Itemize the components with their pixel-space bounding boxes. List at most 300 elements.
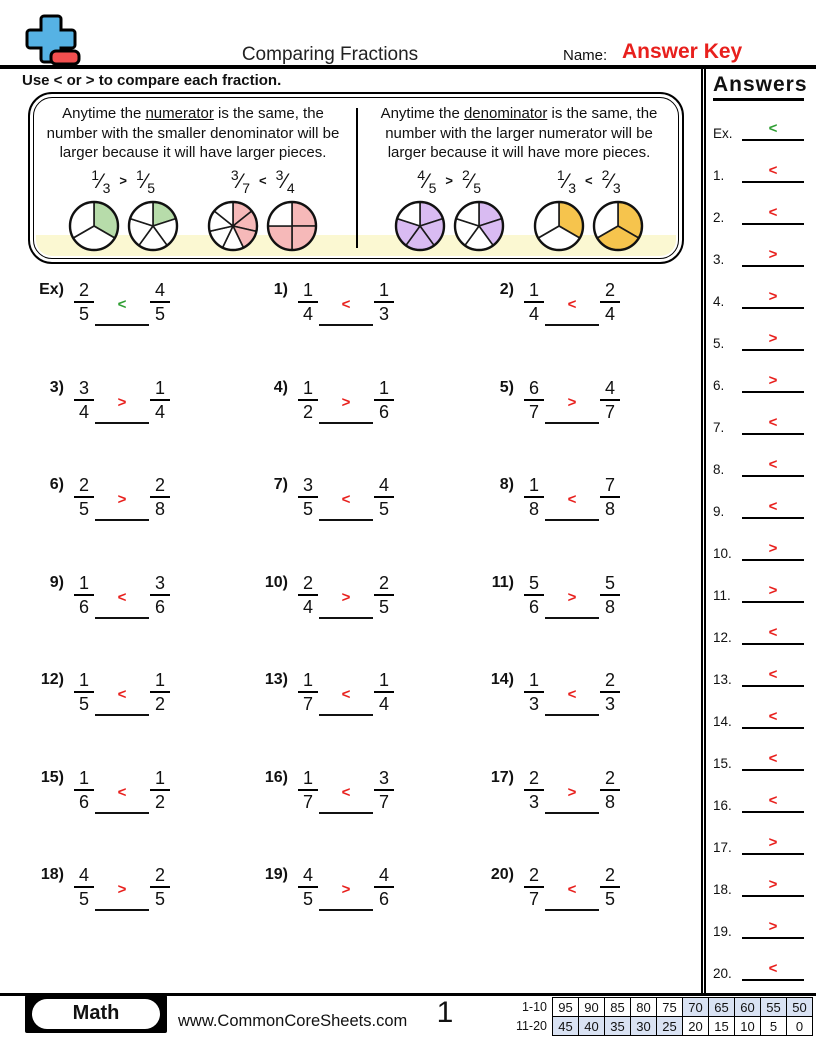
answer-item-label: 19. bbox=[713, 924, 732, 939]
problem-item bbox=[478, 670, 701, 716]
page-number: 1 bbox=[436, 996, 454, 1029]
problem-item bbox=[28, 768, 252, 814]
stacked-fraction bbox=[600, 768, 620, 810]
score-cell: 85 bbox=[605, 998, 631, 1017]
fraction-denominator: 7 bbox=[379, 791, 390, 812]
answer-item-symbol: > bbox=[768, 834, 778, 851]
fraction-numerator: 4 bbox=[374, 475, 394, 498]
answer-item-symbol: > bbox=[768, 330, 778, 347]
example-group bbox=[393, 167, 506, 253]
example-expression bbox=[532, 167, 645, 199]
answer-item bbox=[713, 237, 804, 267]
problem-label: 18) bbox=[40, 866, 64, 883]
problems-grid bbox=[28, 280, 701, 963]
answer-blank bbox=[319, 475, 373, 521]
answer-item-line bbox=[742, 951, 804, 981]
score-table bbox=[511, 997, 814, 1036]
answer-item-symbol: < bbox=[768, 624, 778, 641]
problem-item bbox=[252, 670, 478, 716]
problem-item bbox=[478, 768, 701, 814]
fraction-denominator: 6 bbox=[79, 596, 90, 617]
comparison-answer: < bbox=[117, 686, 127, 703]
example-expression bbox=[67, 167, 180, 199]
answer-item-symbol: > bbox=[768, 246, 778, 263]
fraction-denominator: 4 bbox=[303, 304, 314, 324]
comparison-answer: > bbox=[117, 491, 127, 508]
answer-item-line bbox=[742, 489, 804, 519]
comparison-answer: < bbox=[117, 783, 127, 801]
stacked-fraction bbox=[74, 670, 94, 712]
footer bbox=[0, 993, 816, 1056]
stacked-fraction bbox=[150, 768, 170, 810]
answer-item-label: 8. bbox=[713, 462, 725, 477]
answer-item-symbol: > bbox=[768, 876, 778, 893]
answer-blank bbox=[545, 475, 599, 521]
score-cell: 70 bbox=[683, 998, 709, 1017]
comparison-symbol: > bbox=[445, 172, 453, 188]
answer-item-line bbox=[742, 447, 804, 477]
example-pies bbox=[67, 199, 180, 253]
fraction-pie-chart bbox=[532, 199, 586, 253]
answer-item bbox=[713, 573, 804, 603]
example-numerator: 1 bbox=[135, 166, 144, 183]
fraction-pie-chart bbox=[591, 199, 645, 253]
example-fraction bbox=[135, 166, 156, 196]
problem-label: 15) bbox=[40, 768, 64, 786]
example-numerator: 1 bbox=[556, 166, 565, 183]
fraction-denominator: 6 bbox=[379, 401, 390, 422]
fraction-denominator: 3 bbox=[529, 694, 540, 714]
problem-item bbox=[252, 768, 478, 814]
fraction-denominator: 5 bbox=[155, 889, 166, 909]
fraction-numerator: 1 bbox=[74, 670, 94, 693]
answer-item-symbol: < bbox=[768, 120, 778, 137]
answers-column bbox=[701, 69, 816, 993]
stacked-fraction bbox=[298, 475, 318, 517]
stacked-fraction bbox=[150, 475, 170, 517]
hint-right-panel bbox=[356, 94, 682, 262]
answer-item-line bbox=[742, 615, 804, 645]
fraction-numerator: 4 bbox=[600, 378, 620, 401]
fraction-numerator: 2 bbox=[74, 475, 94, 498]
answer-item-symbol: < bbox=[768, 204, 778, 221]
answer-item bbox=[713, 867, 804, 897]
example-group bbox=[532, 167, 645, 253]
problem-item bbox=[252, 475, 478, 521]
problem-label: 8) bbox=[499, 476, 514, 493]
info-examples-right bbox=[366, 167, 672, 253]
fraction-numerator: 1 bbox=[524, 670, 544, 693]
stacked-fraction bbox=[600, 573, 620, 615]
answer-item-line bbox=[742, 573, 804, 603]
answer-item-label: 18. bbox=[713, 882, 732, 897]
stacked-fraction bbox=[600, 865, 620, 907]
stacked-fraction bbox=[600, 475, 620, 517]
answer-item-line bbox=[742, 783, 804, 813]
stacked-fraction bbox=[374, 378, 394, 420]
fraction-pie-chart bbox=[265, 199, 319, 253]
answer-item-line bbox=[742, 111, 804, 141]
stacked-fraction bbox=[600, 280, 620, 322]
fraction-numerator: 1 bbox=[150, 378, 170, 401]
fraction-denominator: 6 bbox=[155, 596, 166, 617]
subject-badge bbox=[25, 995, 167, 1033]
score-cell: 90 bbox=[579, 998, 605, 1017]
problem-item bbox=[478, 475, 701, 521]
example-fraction bbox=[91, 166, 111, 196]
answer-item bbox=[713, 195, 804, 225]
answer-item bbox=[713, 279, 804, 309]
stacked-fraction bbox=[374, 280, 394, 322]
example-denominator: 5 bbox=[428, 179, 437, 196]
problem-item bbox=[28, 280, 252, 326]
stacked-fraction bbox=[374, 768, 394, 810]
answer-item-label: Ex. bbox=[713, 126, 733, 141]
fraction-denominator: 8 bbox=[605, 499, 616, 519]
stacked-fraction bbox=[524, 378, 544, 420]
comparison-answer: < bbox=[341, 296, 351, 313]
comparison-answer: > bbox=[117, 881, 127, 898]
fraction-denominator: 4 bbox=[79, 401, 90, 422]
stacked-fraction bbox=[524, 865, 544, 907]
example-numerator: 2 bbox=[461, 166, 470, 183]
hint-box-divider bbox=[356, 108, 358, 248]
answer-blank bbox=[95, 378, 149, 424]
fraction-numerator: 5 bbox=[524, 573, 544, 596]
score-cell: 55 bbox=[761, 998, 787, 1017]
answer-item-line bbox=[742, 909, 804, 939]
problem-item bbox=[252, 280, 478, 326]
score-cell: 0 bbox=[787, 1017, 813, 1036]
fraction-numerator: 1 bbox=[150, 768, 170, 791]
page-title: Comparing Fractions bbox=[241, 44, 419, 65]
comparison-symbol: < bbox=[585, 172, 593, 188]
comparison-symbol: < bbox=[259, 172, 267, 188]
answer-item-label: 10. bbox=[713, 546, 732, 561]
fraction-numerator: 4 bbox=[74, 865, 94, 888]
problem-item bbox=[28, 475, 252, 521]
stacked-fraction bbox=[524, 768, 544, 810]
fraction-denominator: 5 bbox=[303, 499, 314, 519]
fraction-denominator: 2 bbox=[155, 791, 166, 812]
fraction-numerator: 1 bbox=[298, 768, 318, 791]
score-cell: 20 bbox=[683, 1017, 709, 1036]
example-denominator: 3 bbox=[612, 179, 621, 196]
stacked-fraction bbox=[150, 280, 170, 322]
answer-blank bbox=[319, 378, 373, 424]
fraction-slash: ⁄ bbox=[99, 169, 103, 193]
fraction-numerator: 2 bbox=[74, 280, 94, 303]
hint-right-text: Anytime the denominator is the same, the number with the larger numerator will be larger because it will have more pieces. bbox=[380, 105, 658, 161]
score-table-body bbox=[511, 998, 813, 1036]
answer-item-label: 12. bbox=[713, 630, 732, 645]
stacked-fraction bbox=[298, 768, 318, 810]
comparison-answer: < bbox=[341, 783, 351, 801]
fraction-denominator: 4 bbox=[605, 304, 616, 324]
answer-item-line bbox=[742, 531, 804, 561]
score-cell: 50 bbox=[787, 998, 813, 1017]
fraction-denominator: 7 bbox=[529, 889, 540, 909]
example-numerator: 4 bbox=[417, 166, 426, 183]
answer-item bbox=[713, 783, 804, 813]
answer-blank bbox=[545, 573, 599, 619]
subject-label: Math bbox=[32, 999, 160, 1029]
score-cell: 5 bbox=[761, 1017, 787, 1036]
answer-blank bbox=[545, 768, 599, 814]
stacked-fraction bbox=[374, 573, 394, 615]
example-denominator: 4 bbox=[286, 179, 295, 196]
fraction-numerator: 4 bbox=[298, 865, 318, 888]
answer-blank bbox=[319, 280, 373, 326]
answer-item-line bbox=[742, 825, 804, 855]
fraction-numerator: 1 bbox=[374, 378, 394, 401]
fraction-slash: ⁄ bbox=[283, 169, 287, 193]
answer-item-label: 15. bbox=[713, 756, 732, 771]
stacked-fraction bbox=[524, 280, 544, 322]
example-fraction bbox=[556, 166, 577, 196]
fraction-denominator: 5 bbox=[605, 889, 616, 909]
score-cell: 45 bbox=[553, 1017, 579, 1036]
answer-item-symbol: < bbox=[768, 960, 778, 977]
example-numerator: 3 bbox=[275, 166, 284, 183]
answer-item bbox=[713, 531, 804, 561]
stacked-fraction bbox=[374, 865, 394, 907]
stacked-fraction bbox=[150, 670, 170, 712]
answer-item-symbol: > bbox=[768, 288, 778, 305]
fraction-slash: ⁄ bbox=[609, 169, 613, 193]
fraction-numerator: 2 bbox=[524, 865, 544, 888]
fraction-denominator: 6 bbox=[379, 889, 390, 909]
score-cell: 10 bbox=[735, 1017, 761, 1036]
answer-item-label: 14. bbox=[713, 714, 732, 729]
fraction-numerator: 1 bbox=[298, 378, 318, 401]
fraction-denominator: 4 bbox=[155, 401, 166, 422]
example-fraction bbox=[461, 166, 482, 196]
answer-item-symbol: > bbox=[768, 540, 778, 557]
stacked-fraction bbox=[150, 865, 170, 907]
stacked-fraction bbox=[524, 475, 544, 517]
hint-left-panel bbox=[30, 94, 356, 262]
fraction-denominator: 7 bbox=[303, 694, 314, 714]
stacked-fraction bbox=[74, 573, 94, 615]
example-pies bbox=[206, 199, 319, 253]
answer-item-label: 9. bbox=[713, 504, 725, 519]
answer-item-symbol: < bbox=[768, 162, 778, 179]
problem-item bbox=[252, 573, 478, 619]
fraction-numerator: 1 bbox=[150, 670, 170, 693]
answer-item-line bbox=[742, 279, 804, 309]
answer-blank bbox=[95, 280, 149, 326]
answer-item-line bbox=[742, 867, 804, 897]
hint-left-text: Anytime the numerator is the same, the number with the smaller denominator will be larger because it will have larger pieces. bbox=[46, 105, 340, 161]
fraction-numerator: 1 bbox=[374, 280, 394, 303]
example-group bbox=[206, 167, 319, 253]
answer-item-label: 16. bbox=[713, 798, 732, 813]
score-row-label: 11-20 bbox=[515, 1019, 547, 1033]
answer-item bbox=[713, 447, 804, 477]
answer-item bbox=[713, 363, 804, 393]
fraction-slash: ⁄ bbox=[425, 169, 429, 193]
fraction-denominator: 5 bbox=[379, 596, 390, 617]
answer-item-symbol: < bbox=[768, 414, 778, 431]
fraction-denominator: 8 bbox=[529, 499, 540, 519]
example-expression bbox=[393, 167, 506, 199]
fraction-slash: ⁄ bbox=[469, 169, 474, 193]
answer-item-line bbox=[742, 237, 804, 267]
answer-item-label: 13. bbox=[713, 672, 732, 687]
fraction-denominator: 2 bbox=[303, 401, 314, 422]
problem-item bbox=[478, 573, 701, 619]
problem-label: Ex) bbox=[39, 281, 64, 298]
comparison-answer: > bbox=[341, 588, 351, 606]
score-cell: 25 bbox=[657, 1017, 683, 1036]
answer-item bbox=[713, 909, 804, 939]
example-denominator: 5 bbox=[147, 179, 156, 196]
answer-blank bbox=[95, 670, 149, 716]
answer-blank bbox=[545, 280, 599, 326]
name-value: Answer Key bbox=[622, 40, 743, 63]
fraction-numerator: 7 bbox=[600, 475, 620, 498]
problem-label: 6) bbox=[49, 476, 64, 493]
answer-item-symbol: < bbox=[768, 456, 778, 473]
answer-item-symbol: < bbox=[768, 750, 778, 767]
comparison-answer: > bbox=[341, 393, 351, 411]
fraction-numerator: 1 bbox=[298, 670, 318, 693]
example-pies bbox=[532, 199, 645, 253]
problem-label: 14) bbox=[490, 671, 514, 688]
fraction-numerator: 6 bbox=[524, 378, 544, 401]
fraction-numerator: 2 bbox=[600, 768, 620, 791]
stacked-fraction bbox=[74, 378, 94, 420]
answer-blank bbox=[545, 378, 599, 424]
answer-item-label: 7. bbox=[713, 420, 725, 435]
fraction-pie-chart bbox=[393, 199, 447, 253]
fraction-slash: ⁄ bbox=[564, 169, 569, 193]
fraction-denominator: 3 bbox=[605, 694, 616, 714]
example-expression bbox=[206, 167, 319, 199]
comparison-answer: > bbox=[567, 588, 577, 606]
comparison-answer: > bbox=[117, 393, 127, 411]
comparison-answer: < bbox=[567, 491, 577, 508]
example-denominator: 5 bbox=[473, 179, 482, 196]
answer-item-line bbox=[742, 741, 804, 771]
stacked-fraction bbox=[150, 573, 170, 615]
fraction-denominator: 8 bbox=[605, 596, 616, 617]
fraction-numerator: 3 bbox=[74, 378, 94, 401]
problem-label: 4) bbox=[273, 378, 288, 396]
comparison-answer: > bbox=[567, 783, 577, 801]
answer-item-symbol: > bbox=[768, 372, 778, 389]
answer-item bbox=[713, 111, 804, 141]
fraction-denominator: 5 bbox=[303, 889, 314, 909]
problem-label: 20) bbox=[490, 866, 514, 883]
stacked-fraction bbox=[74, 475, 94, 517]
answer-item-label: 11. bbox=[713, 588, 731, 603]
fraction-denominator: 5 bbox=[79, 694, 90, 714]
example-fraction bbox=[275, 166, 295, 196]
fraction-numerator: 5 bbox=[600, 573, 620, 596]
answer-item-line bbox=[742, 699, 804, 729]
problem-item bbox=[28, 573, 252, 619]
answer-item bbox=[713, 825, 804, 855]
stacked-fraction bbox=[600, 378, 620, 420]
score-cell: 65 bbox=[709, 998, 735, 1017]
problem-item bbox=[252, 378, 478, 424]
fraction-denominator: 4 bbox=[529, 304, 540, 324]
answer-blank bbox=[545, 670, 599, 716]
example-fraction bbox=[230, 166, 251, 196]
fraction-numerator: 1 bbox=[74, 768, 94, 791]
problem-label: 10) bbox=[264, 573, 288, 591]
answer-item bbox=[713, 405, 804, 435]
score-cell: 60 bbox=[735, 998, 761, 1017]
worksheet-body bbox=[0, 69, 701, 993]
example-denominator: 3 bbox=[102, 179, 111, 196]
answer-item-label: 17. bbox=[713, 840, 732, 855]
stacked-fraction bbox=[74, 768, 94, 810]
answer-item bbox=[713, 321, 804, 351]
problem-item bbox=[28, 865, 252, 911]
problem-label: 12) bbox=[40, 671, 64, 688]
fraction-slash: ⁄ bbox=[143, 169, 148, 193]
fraction-numerator: 2 bbox=[374, 573, 394, 596]
fraction-pie-chart bbox=[126, 199, 180, 253]
score-cell: 95 bbox=[553, 998, 579, 1017]
fraction-denominator: 5 bbox=[79, 304, 90, 324]
stacked-fraction bbox=[150, 378, 170, 420]
fraction-numerator: 2 bbox=[150, 865, 170, 888]
comparison-answer: > bbox=[341, 881, 351, 898]
problem-label: 3) bbox=[49, 378, 64, 396]
answer-item bbox=[713, 699, 804, 729]
fraction-numerator: 4 bbox=[150, 280, 170, 303]
answer-item-label: 20. bbox=[713, 966, 732, 981]
problem-label: 13) bbox=[264, 671, 288, 688]
fraction-numerator: 4 bbox=[374, 865, 394, 888]
fraction-numerator: 2 bbox=[524, 768, 544, 791]
fraction-numerator: 1 bbox=[524, 475, 544, 498]
fraction-denominator: 3 bbox=[379, 304, 390, 324]
example-denominator: 7 bbox=[242, 179, 251, 196]
info-examples-left bbox=[40, 167, 346, 253]
fraction-numerator: 3 bbox=[298, 475, 318, 498]
problem-item bbox=[28, 670, 252, 716]
stacked-fraction bbox=[374, 670, 394, 712]
answer-item-line bbox=[742, 153, 804, 183]
comparison-answer: < bbox=[567, 881, 577, 898]
example-group bbox=[67, 167, 180, 253]
problem-label: 11) bbox=[491, 573, 514, 591]
answers-list bbox=[713, 101, 804, 989]
fraction-denominator: 4 bbox=[303, 596, 314, 617]
fraction-numerator: 3 bbox=[374, 768, 394, 791]
score-cell: 75 bbox=[657, 998, 683, 1017]
comparison-answer: < bbox=[567, 296, 577, 313]
example-fraction bbox=[601, 166, 621, 196]
answers-title: Answers bbox=[713, 69, 804, 101]
problem-item bbox=[28, 378, 252, 424]
fraction-numerator: 1 bbox=[524, 280, 544, 303]
fraction-denominator: 7 bbox=[529, 401, 540, 422]
example-denominator: 3 bbox=[568, 179, 577, 196]
answer-item-label: 3. bbox=[713, 252, 725, 267]
answer-item-symbol: > bbox=[768, 918, 778, 935]
fraction-denominator: 6 bbox=[79, 791, 90, 812]
comparison-answer: < bbox=[341, 686, 351, 703]
website-url: www.CommonCoreSheets.com bbox=[178, 1012, 408, 1030]
fraction-denominator: 5 bbox=[155, 304, 166, 324]
header bbox=[0, 0, 816, 69]
